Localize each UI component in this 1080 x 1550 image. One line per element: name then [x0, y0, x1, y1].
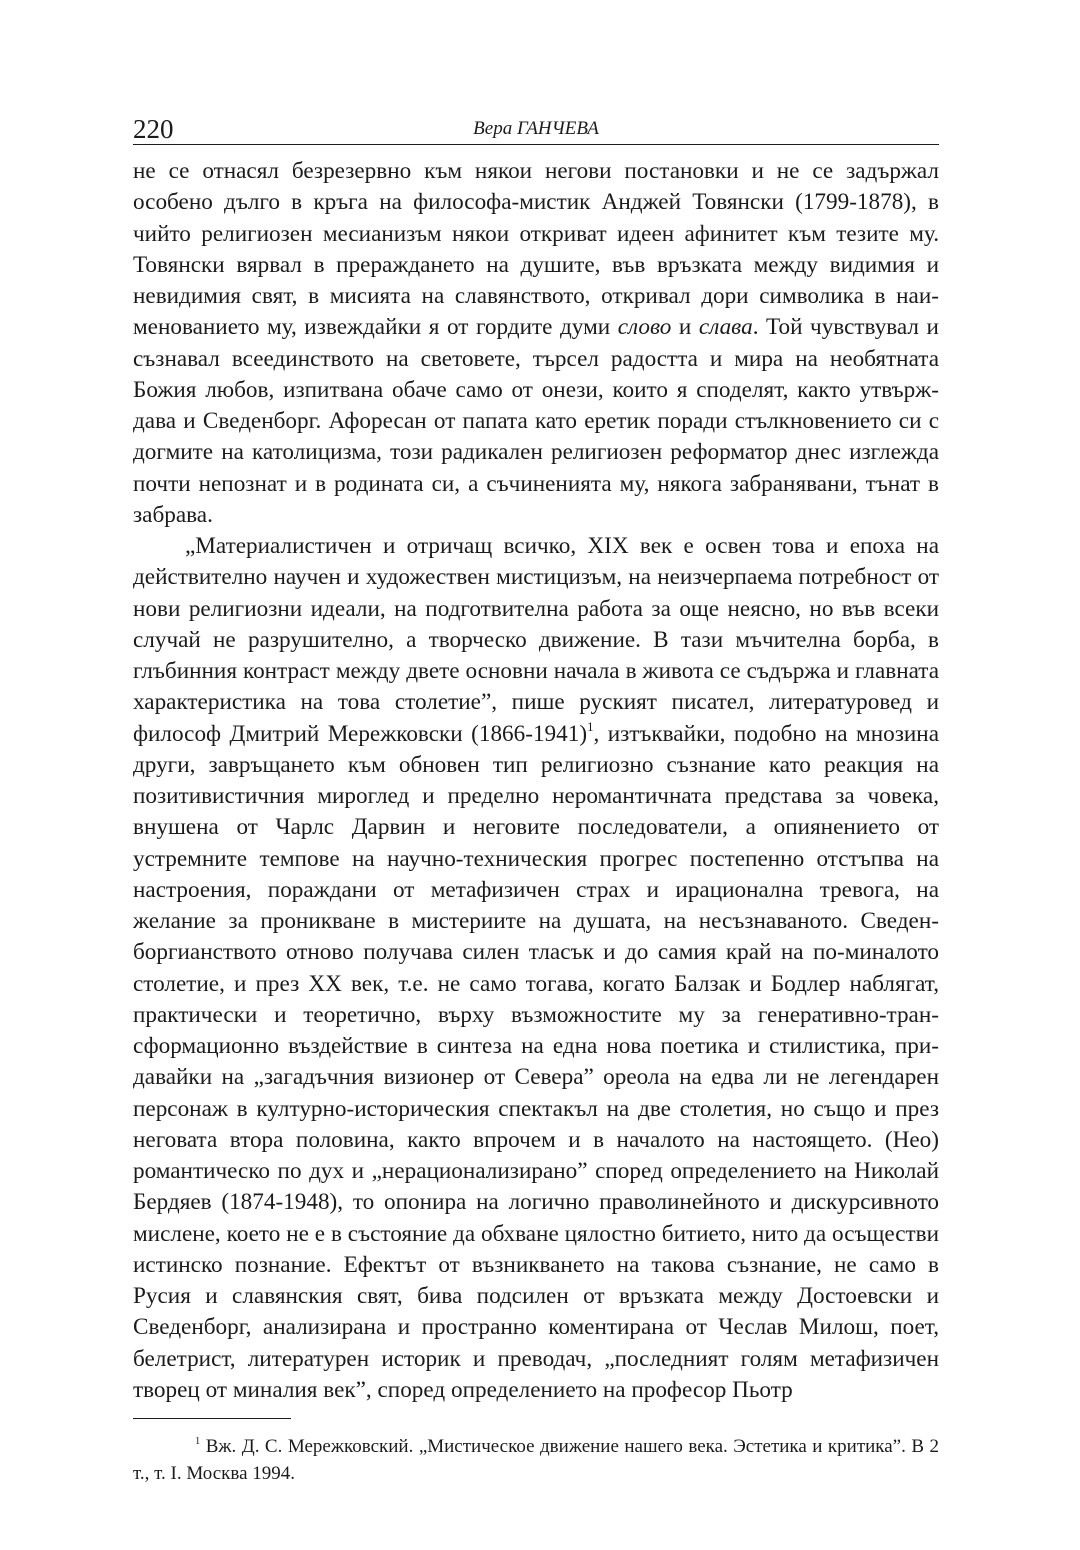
paragraph-continued	[133, 156, 939, 531]
footnote-marker: 1	[195, 1435, 201, 1447]
paragraph-text: не се отнасял безрезервно към някои негови постановки и не се задържал особено дълго в кръга на философа-мистик Анджей Товянски (1799-1878), в чийто религиозен месианизъм някои откриват идеен афинитет към тезите му. Товянски вярвал в прераждането на душите, във връзката между видимия и невидимия свят, в мисията на славянството, откривал дори символика в наименованието му, извеждайки я от гордите думи	[133, 158, 939, 341]
footnote	[133, 1433, 939, 1487]
paragraph-text: „Материалистичен и отричащ всичко, XIX век е освен това и епоха на действително научен и художествен мистицизъм, на неизчерпаема потребност от нови религиозни идеали, на подготвителна работа за още неясно, но във всеки случай не разрушително, а творческо движение. В тази мъчителна борба, в глъбинния контраст между двете основни начала в живота се съдържа и главната характеристика на това столетие”, пише руският писател, литературовед и философ Дмитрий Мережковски (1866-1941)	[133, 533, 939, 747]
body-text	[133, 156, 939, 1406]
footnote-reference[interactable]: 1	[587, 719, 594, 734]
page-number: 220	[133, 114, 174, 144]
italic-word: слава	[698, 314, 753, 341]
italic-word: слово	[617, 314, 672, 341]
page-header	[133, 110, 939, 145]
running-head: Вера ГАНЧЕВА	[473, 118, 599, 139]
paragraph-text: , изтъквайки, подобно на мнозина други, завръщането към обновен тип религиозно съзнание като реакция на позитивистичния мироглед и пределно неромантичната представа за човека, внушена от Чарлс Дарвин и неговите последователи, а опиянението от устремните темпове на научно-техническия прогрес постепенно отстъпва на настроения, пораждани от метафизичен страх и ирационална тревога, на желание за проникване в мистериите на душата, на несъзнаваното. Сведенборгианството отново получава силен тласък и до самия край на по-миналото столетие, и през XX век, т.е. не само тогава, когато Балзак и Бодлер наблягат, практически и теоретично, върху възможностите му за генеративно-трансформационно въздействие в синтеза на една нова поетика и стилистика, придавайки на „загадъчния визионер от Севера” ореола на едва ли не легендарен персонаж в културно-историческия спектакъл на две столетия, но също и през неговата втора половина, както впрочем и в началото на настоящето. (Нео) романтическо по дух и „нерационализирано” според определението на Николай Бердяев (1874-1948), то опонира на логично праволинейното и дискурсивното мислене, което не е в състояние да обхване цялостно битието, нито да осъществи истинско познание. Ефектът от възникването на такова съзнание, не само в Русия и славянския свят, бива подсилен от връзката между Достоевски и Сведенборг, анализирана и пространно коментирана от Чеслав Милош, поет, белетрист, литературен историк и преводач, „последният голям метафизичен творец от миналия век”, според определението на професор Пьотр	[133, 720, 939, 1403]
paragraph-text: и	[671, 314, 699, 341]
footnote-divider	[133, 1418, 291, 1419]
paragraph	[133, 531, 939, 1406]
page	[133, 110, 939, 1487]
paragraph-text: . Той чувствувал и съзнавал всеединството на световете, търсел радостта и мира на необятната Божия любов, изпитвана обаче само от онези, които я споделят, както утвърждава и Сведенборг. Афоресан от папата като еретик поради стълкновението си с догмите на католицизма, този радикален религиозен реформатор днес изглежда почти непознат и в родината си, а съчиненията му, някога забранявани, тънат в забрава.	[133, 314, 939, 528]
footnote-text: Вж. Д. С. Мережковский. „Мистическое движение нашего века. Эстетика и критика”. В 2 т., т. I. Москва 1994.	[133, 1436, 939, 1484]
